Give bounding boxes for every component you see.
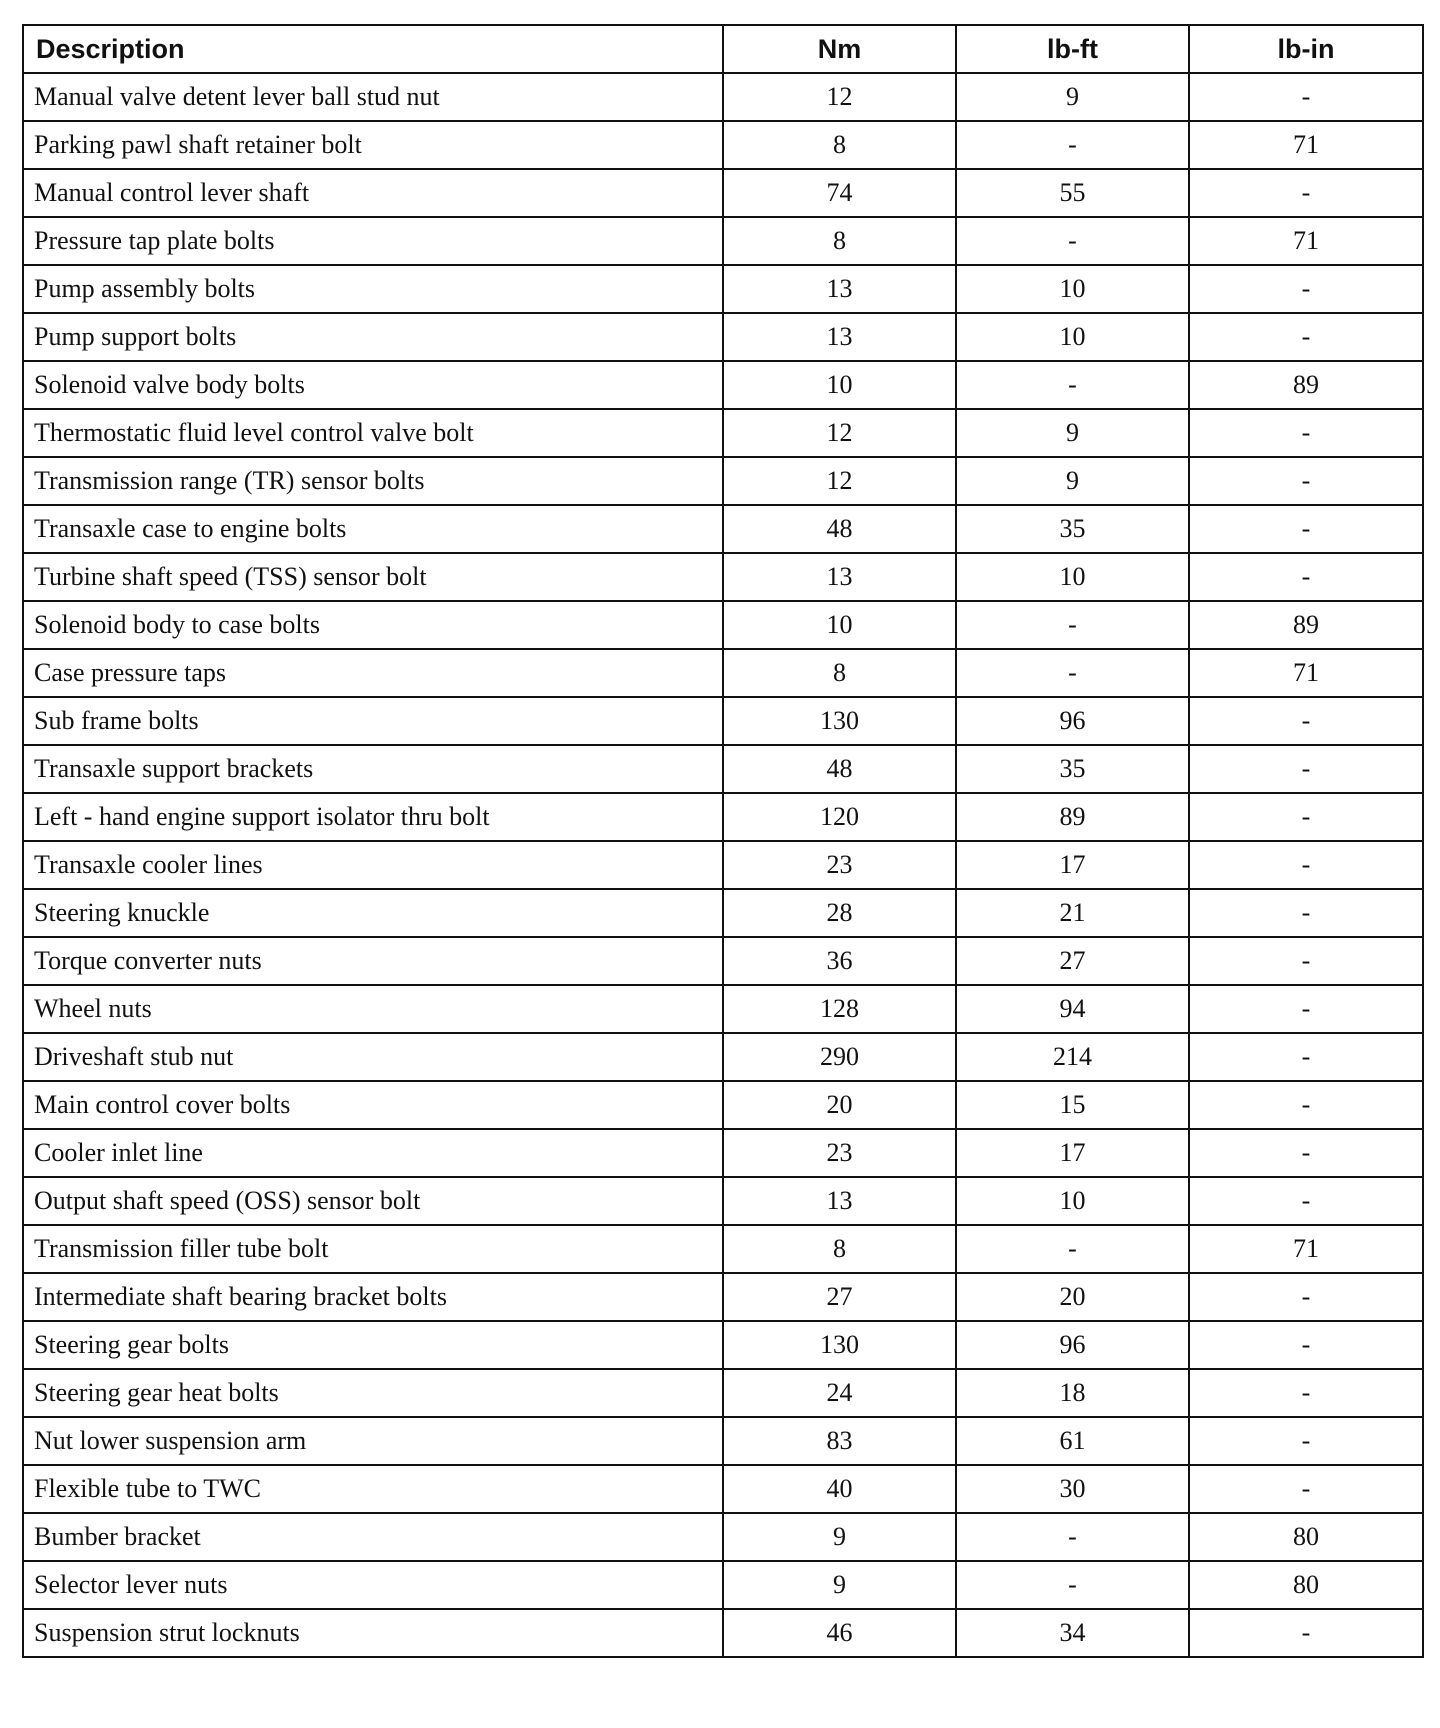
- cell-nm: 46: [723, 1609, 956, 1657]
- table-row: [23, 1225, 1423, 1273]
- cell-description: Selector lever nuts: [23, 1561, 723, 1609]
- column-header-lb-ft: lb-ft: [956, 25, 1189, 73]
- table-row: [23, 1609, 1423, 1657]
- cell-lb-ft: 10: [956, 1177, 1189, 1225]
- cell-lb-in: -: [1189, 169, 1423, 217]
- table-row: [23, 985, 1423, 1033]
- cell-lb-ft: 35: [956, 745, 1189, 793]
- table-row: [23, 409, 1423, 457]
- cell-description: Parking pawl shaft retainer bolt: [23, 121, 723, 169]
- cell-nm: 40: [723, 1465, 956, 1513]
- cell-nm: 12: [723, 457, 956, 505]
- cell-description: Case pressure taps: [23, 649, 723, 697]
- cell-lb-in: -: [1189, 1609, 1423, 1657]
- cell-lb-in: -: [1189, 1465, 1423, 1513]
- cell-lb-ft: 18: [956, 1369, 1189, 1417]
- cell-description: Solenoid valve body bolts: [23, 361, 723, 409]
- cell-description: Wheel nuts: [23, 985, 723, 1033]
- cell-lb-in: -: [1189, 1273, 1423, 1321]
- cell-lb-in: 80: [1189, 1513, 1423, 1561]
- column-header-lb-in: lb-in: [1189, 25, 1423, 73]
- table-body: [23, 73, 1423, 1657]
- table-row: [23, 1081, 1423, 1129]
- cell-nm: 10: [723, 601, 956, 649]
- table-row: [23, 1273, 1423, 1321]
- cell-description: Transaxle support brackets: [23, 745, 723, 793]
- cell-nm: 12: [723, 73, 956, 121]
- cell-nm: 13: [723, 265, 956, 313]
- cell-lb-ft: 94: [956, 985, 1189, 1033]
- table-row: [23, 73, 1423, 121]
- cell-description: Driveshaft stub nut: [23, 1033, 723, 1081]
- table-row: [23, 697, 1423, 745]
- cell-lb-in: -: [1189, 793, 1423, 841]
- cell-lb-in: -: [1189, 889, 1423, 937]
- cell-nm: 74: [723, 169, 956, 217]
- cell-lb-ft: 55: [956, 169, 1189, 217]
- cell-nm: 10: [723, 361, 956, 409]
- cell-description: Transaxle cooler lines: [23, 841, 723, 889]
- cell-nm: 130: [723, 697, 956, 745]
- cell-nm: 128: [723, 985, 956, 1033]
- cell-description: Sub frame bolts: [23, 697, 723, 745]
- cell-description: Suspension strut locknuts: [23, 1609, 723, 1657]
- cell-lb-in: 89: [1189, 601, 1423, 649]
- cell-lb-in: -: [1189, 1177, 1423, 1225]
- cell-lb-ft: -: [956, 1561, 1189, 1609]
- cell-nm: 23: [723, 841, 956, 889]
- cell-lb-ft: -: [956, 121, 1189, 169]
- cell-lb-in: -: [1189, 745, 1423, 793]
- cell-description: Pump support bolts: [23, 313, 723, 361]
- cell-nm: 83: [723, 1417, 956, 1465]
- cell-description: Solenoid body to case bolts: [23, 601, 723, 649]
- cell-lb-in: -: [1189, 313, 1423, 361]
- cell-lb-in: -: [1189, 1417, 1423, 1465]
- cell-description: Intermediate shaft bearing bracket bolts: [23, 1273, 723, 1321]
- cell-lb-in: -: [1189, 1033, 1423, 1081]
- cell-nm: 130: [723, 1321, 956, 1369]
- cell-lb-in: 89: [1189, 361, 1423, 409]
- cell-lb-in: -: [1189, 1129, 1423, 1177]
- table-row: [23, 601, 1423, 649]
- table-row: [23, 1033, 1423, 1081]
- cell-lb-in: -: [1189, 553, 1423, 601]
- cell-description: Torque converter nuts: [23, 937, 723, 985]
- table-row: [23, 1417, 1423, 1465]
- cell-lb-in: -: [1189, 841, 1423, 889]
- cell-description: Steering knuckle: [23, 889, 723, 937]
- cell-lb-ft: 15: [956, 1081, 1189, 1129]
- cell-lb-ft: 89: [956, 793, 1189, 841]
- cell-description: Manual valve detent lever ball stud nut: [23, 73, 723, 121]
- cell-description: Transmission filler tube bolt: [23, 1225, 723, 1273]
- cell-lb-in: 71: [1189, 649, 1423, 697]
- torque-specifications-table: [22, 24, 1424, 1658]
- cell-lb-ft: 20: [956, 1273, 1189, 1321]
- cell-lb-in: -: [1189, 73, 1423, 121]
- table-row: [23, 505, 1423, 553]
- cell-lb-in: -: [1189, 1321, 1423, 1369]
- cell-lb-in: -: [1189, 505, 1423, 553]
- cell-lb-in: -: [1189, 985, 1423, 1033]
- cell-lb-ft: 61: [956, 1417, 1189, 1465]
- column-header-nm: Nm: [723, 25, 956, 73]
- table-row: [23, 553, 1423, 601]
- cell-lb-ft: 10: [956, 313, 1189, 361]
- table-row: [23, 361, 1423, 409]
- cell-lb-ft: 96: [956, 1321, 1189, 1369]
- cell-description: Transaxle case to engine bolts: [23, 505, 723, 553]
- cell-lb-in: 71: [1189, 217, 1423, 265]
- table-row: [23, 217, 1423, 265]
- cell-nm: 8: [723, 217, 956, 265]
- cell-nm: 27: [723, 1273, 956, 1321]
- table-row: [23, 169, 1423, 217]
- cell-nm: 24: [723, 1369, 956, 1417]
- cell-lb-ft: 27: [956, 937, 1189, 985]
- cell-lb-in: -: [1189, 1369, 1423, 1417]
- cell-description: Output shaft speed (OSS) sensor bolt: [23, 1177, 723, 1225]
- cell-lb-ft: 10: [956, 265, 1189, 313]
- cell-nm: 28: [723, 889, 956, 937]
- cell-lb-ft: 17: [956, 841, 1189, 889]
- table-row: [23, 1321, 1423, 1369]
- cell-lb-in: 71: [1189, 1225, 1423, 1273]
- cell-nm: 9: [723, 1561, 956, 1609]
- cell-nm: 13: [723, 1177, 956, 1225]
- cell-nm: 48: [723, 745, 956, 793]
- cell-nm: 48: [723, 505, 956, 553]
- cell-lb-ft: 17: [956, 1129, 1189, 1177]
- torque-spec-sheet: [22, 24, 1422, 1658]
- table-row: [23, 937, 1423, 985]
- cell-nm: 13: [723, 313, 956, 361]
- cell-lb-ft: 10: [956, 553, 1189, 601]
- cell-description: Cooler inlet line: [23, 1129, 723, 1177]
- cell-description: Flexible tube to TWC: [23, 1465, 723, 1513]
- cell-nm: 8: [723, 649, 956, 697]
- table-row: [23, 1369, 1423, 1417]
- cell-lb-in: 71: [1189, 121, 1423, 169]
- table-row: [23, 313, 1423, 361]
- table-row: [23, 1465, 1423, 1513]
- cell-lb-ft: 9: [956, 457, 1189, 505]
- cell-lb-in: -: [1189, 697, 1423, 745]
- table-header-row: [23, 25, 1423, 73]
- cell-nm: 20: [723, 1081, 956, 1129]
- cell-description: Nut lower suspension arm: [23, 1417, 723, 1465]
- cell-description: Manual control lever shaft: [23, 169, 723, 217]
- cell-lb-ft: 34: [956, 1609, 1189, 1657]
- table-row: [23, 457, 1423, 505]
- table-row: [23, 1561, 1423, 1609]
- cell-nm: 120: [723, 793, 956, 841]
- cell-lb-ft: -: [956, 361, 1189, 409]
- cell-nm: 13: [723, 553, 956, 601]
- table-row: [23, 841, 1423, 889]
- cell-nm: 36: [723, 937, 956, 985]
- table-row: [23, 793, 1423, 841]
- cell-lb-ft: -: [956, 1513, 1189, 1561]
- cell-lb-ft: -: [956, 1225, 1189, 1273]
- cell-nm: 12: [723, 409, 956, 457]
- cell-nm: 9: [723, 1513, 956, 1561]
- table-row: [23, 1177, 1423, 1225]
- cell-lb-ft: 9: [956, 409, 1189, 457]
- cell-nm: 23: [723, 1129, 956, 1177]
- cell-description: Bumber bracket: [23, 1513, 723, 1561]
- cell-nm: 8: [723, 1225, 956, 1273]
- cell-lb-in: -: [1189, 409, 1423, 457]
- cell-description: Steering gear bolts: [23, 1321, 723, 1369]
- table-row: [23, 745, 1423, 793]
- cell-description: Main control cover bolts: [23, 1081, 723, 1129]
- cell-lb-ft: 9: [956, 73, 1189, 121]
- cell-description: Steering gear heat bolts: [23, 1369, 723, 1417]
- cell-description: Transmission range (TR) sensor bolts: [23, 457, 723, 505]
- table-row: [23, 121, 1423, 169]
- cell-lb-in: -: [1189, 265, 1423, 313]
- cell-lb-ft: 214: [956, 1033, 1189, 1081]
- cell-lb-ft: -: [956, 649, 1189, 697]
- cell-lb-ft: 96: [956, 697, 1189, 745]
- cell-lb-ft: -: [956, 217, 1189, 265]
- cell-lb-ft: 21: [956, 889, 1189, 937]
- cell-nm: 290: [723, 1033, 956, 1081]
- cell-lb-in: -: [1189, 1081, 1423, 1129]
- table-row: [23, 889, 1423, 937]
- cell-description: Left - hand engine support isolator thru bolt: [23, 793, 723, 841]
- cell-lb-in: -: [1189, 937, 1423, 985]
- cell-description: Thermostatic fluid level control valve bolt: [23, 409, 723, 457]
- cell-description: Pressure tap plate bolts: [23, 217, 723, 265]
- cell-lb-ft: -: [956, 601, 1189, 649]
- cell-description: Pump assembly bolts: [23, 265, 723, 313]
- cell-nm: 8: [723, 121, 956, 169]
- table-row: [23, 1129, 1423, 1177]
- table-row: [23, 265, 1423, 313]
- cell-description: Turbine shaft speed (TSS) sensor bolt: [23, 553, 723, 601]
- cell-lb-in: 80: [1189, 1561, 1423, 1609]
- cell-lb-ft: 35: [956, 505, 1189, 553]
- cell-lb-in: -: [1189, 457, 1423, 505]
- table-row: [23, 1513, 1423, 1561]
- table-row: [23, 649, 1423, 697]
- column-header-description: Description: [23, 25, 723, 73]
- cell-lb-ft: 30: [956, 1465, 1189, 1513]
